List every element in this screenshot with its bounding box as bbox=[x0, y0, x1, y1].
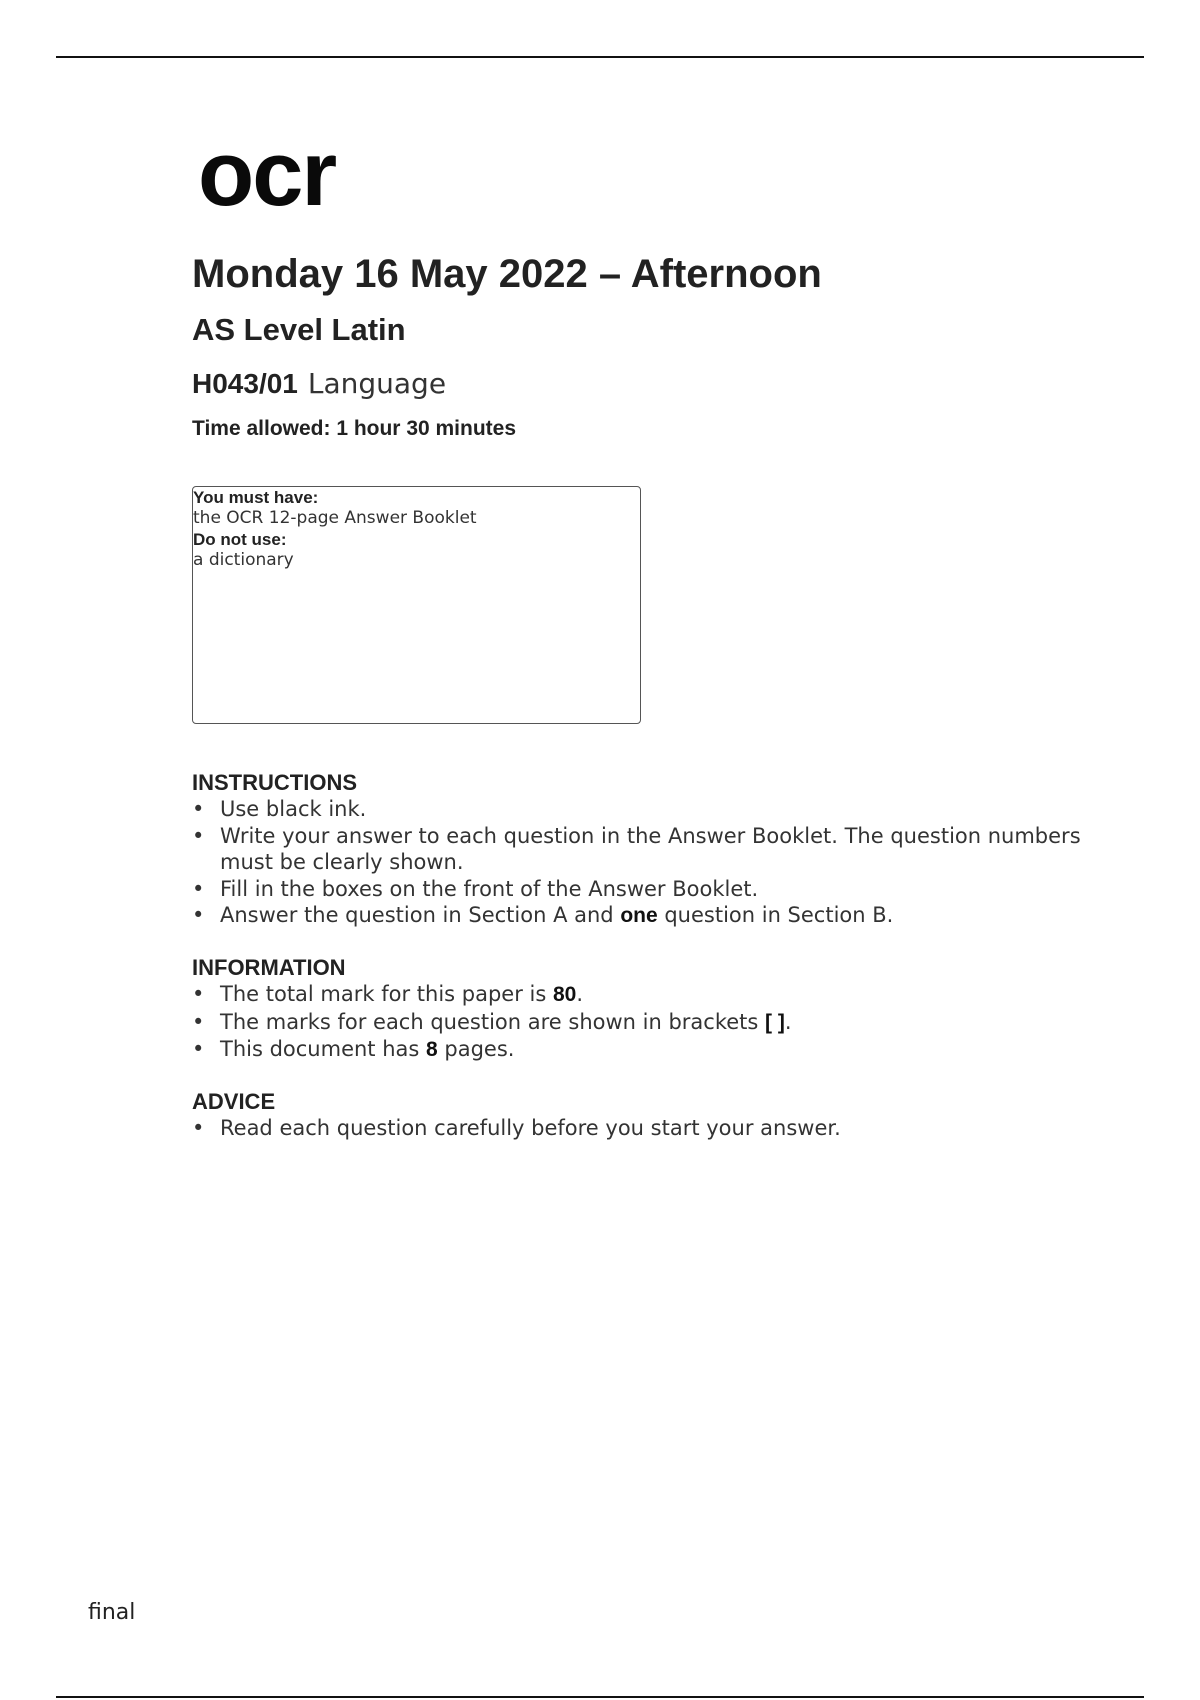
paper-code: H043/01 bbox=[192, 368, 298, 399]
advice-section bbox=[192, 1089, 1092, 1142]
ocr-logo: ocr bbox=[198, 123, 336, 225]
top-rule bbox=[56, 56, 1144, 58]
bullet-icon: • bbox=[192, 823, 205, 848]
paper-subject: Language bbox=[307, 367, 447, 400]
bullet-icon: • bbox=[192, 876, 205, 901]
paper-code-row bbox=[192, 367, 446, 400]
instructions-list bbox=[192, 796, 1092, 930]
list-item: • This document has 8 pages. bbox=[192, 1037, 515, 1061]
instructions-heading: INSTRUCTIONS bbox=[192, 770, 357, 795]
qualification-title: AS Level Latin bbox=[192, 312, 406, 347]
requirements-box bbox=[192, 486, 641, 724]
bullet-icon: • bbox=[192, 797, 205, 821]
must-have-item: the OCR 12-page Answer Booklet bbox=[193, 508, 477, 528]
list-item: • Fill in the boxes on the front of the Answer Booklet. bbox=[192, 876, 759, 901]
bullet-icon: • bbox=[192, 982, 205, 1006]
advice-heading: ADVICE bbox=[192, 1089, 276, 1114]
bottom-rule bbox=[56, 1696, 1144, 1698]
bullet-icon: • bbox=[192, 1037, 205, 1061]
list-item: • Answer the question in Section A and one question in Section B. bbox=[192, 903, 894, 927]
must-have-label: You must have: bbox=[193, 488, 319, 507]
exam-date: Monday 16 May 2022 – Afternoon bbox=[192, 252, 822, 296]
list-item: • Use black ink. bbox=[192, 797, 367, 821]
do-not-use-item: a dictionary bbox=[193, 550, 294, 570]
instructions-section bbox=[192, 770, 1092, 930]
advice-list bbox=[192, 1115, 1092, 1142]
do-not-use-label: Do not use: bbox=[193, 530, 287, 549]
list-item: • The total mark for this paper is 80. bbox=[192, 982, 584, 1006]
list-item: • Write your answer to each question in the Answer Booklet. The question numbers must be clearly shown. bbox=[192, 823, 1081, 874]
information-heading: INFORMATION bbox=[192, 955, 346, 980]
information-list bbox=[192, 981, 1092, 1064]
list-item: • Read each question carefully before you start your answer. bbox=[192, 1116, 841, 1140]
footer-label: final bbox=[88, 1600, 136, 1625]
bullet-icon: • bbox=[192, 903, 205, 927]
bullet-icon: • bbox=[192, 1116, 205, 1140]
information-section bbox=[192, 955, 1092, 1064]
bullet-icon: • bbox=[192, 1009, 205, 1034]
time-allowed: Time allowed: 1 hour 30 minutes bbox=[192, 417, 517, 440]
list-item: • The marks for each question are shown in brackets [ ]. bbox=[192, 1009, 792, 1034]
